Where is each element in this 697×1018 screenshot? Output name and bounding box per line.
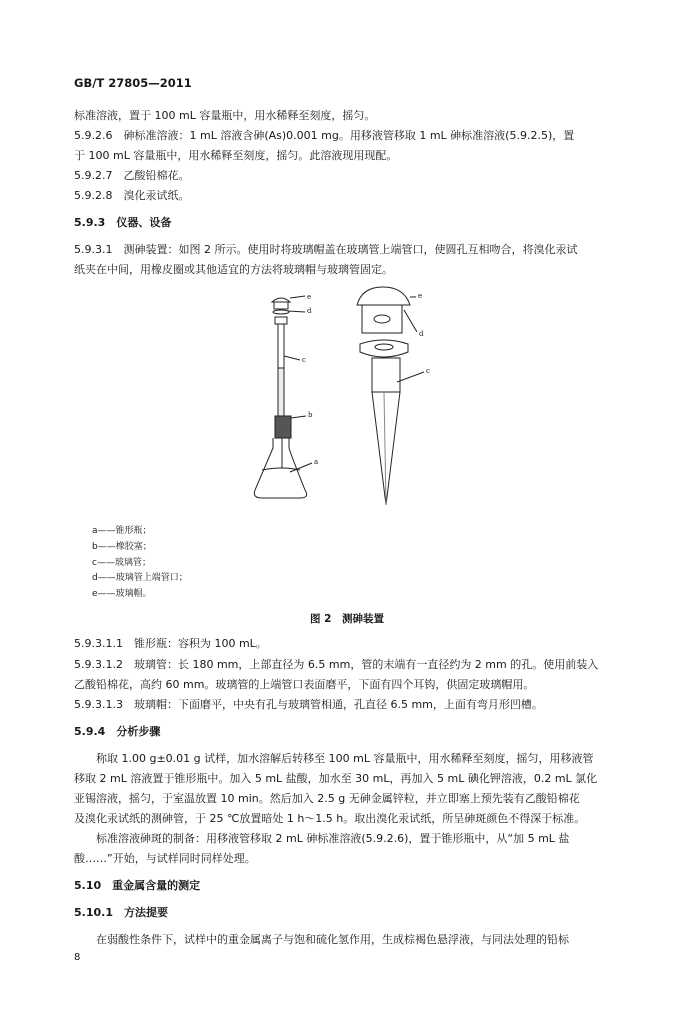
figure-label-b: b [308,411,313,419]
text-line: 5.9.3.1.3 玻璃帽：下面磨平，中央有孔与玻璃管相通，孔直径 6.5 mm，上面有弯月形凹槽。 [74,698,543,711]
figure-legend-item: a——锥形瓶； [92,526,152,536]
standard-number-header: GB/T 27805—2011 [74,76,192,90]
text-line: 及溴化汞试纸的测砷管，于 25 ℃放置暗处 1 h～1.5 h。取出溴化汞试纸，所呈砷斑颜色不得深于标准。 [74,812,586,825]
text-line: 5.9.2.6 砷标准溶液：1 mL 溶液含砷(As)0.001 mg。用移液管移取 1 mL 砷标准溶液(5.9.2.5)，置 [74,129,575,142]
figure-label-e: e [418,292,423,300]
figure-legend-item: c——玻璃管； [92,558,151,568]
text-line: 标准溶液，置于 100 mL 容量瓶中，用水稀释至刻度，摇匀。 [74,109,376,122]
section-heading: 5.10 重金属含量的测定 [74,879,201,892]
figure-legend-item: b——橡胶塞； [92,542,152,552]
text-line: 乙酸铅棉花，高约 60 mm。玻璃管的上端管口表面磨平，下面有四个耳钩，供固定玻璃帽用。 [74,678,535,691]
text-line: 亚锡溶液，摇匀，于室温放置 10 min。然后加入 2.5 g 无砷金属锌粒，并立即塞上预先装有乙酸铅棉花 [74,792,580,805]
figure-caption: 图 2 测砷装置 [310,613,384,625]
text-line: 移取 2 mL 溶液置于锥形瓶中。加入 5 mL 盐酸，加水至 30 mL，再加入 5 mL 碘化钾溶液，0.2 mL 氯化 [74,772,598,785]
cotton-section-icon [278,368,284,416]
cap-body-icon [274,302,288,309]
figure-label-c: c [302,356,306,364]
section-heading: 5.9.3 仪器、设备 [74,216,172,229]
text-line: 纸夹在中间，用橡皮圈或其他适宜的方法将玻璃帽与玻璃管固定。 [74,263,393,276]
page-number: 8 [74,952,81,963]
text-line: 于 100 mL 容量瓶中，用水稀释至刻度，摇匀。此溶液现用现配。 [74,149,398,162]
text-line: 5.9.2.7 乙酸铅棉花。 [74,169,190,182]
rubber-stopper-icon [275,416,291,438]
figure-label-d: d [419,330,424,338]
text-line: 标准溶液砷斑的制备：用移液管移取 2 mL 砷标准溶液(5.9.2.6)，置于锥形瓶中，从“加 5 mL 盐 [96,832,570,845]
figure-label-a: a [314,458,319,466]
tube-top-icon [275,317,287,324]
text-line: 5.9.3.1.2 玻璃管：长 180 mm，上部直径为 6.5 mm，管的末端有一直径约为 2 mm 的孔。使用前装入 [74,658,599,671]
figure-legend-item: d——玻璃管上端管口； [92,573,188,583]
glass-cap-exploded-icon [357,287,410,305]
section-heading: 5.10.1 方法提要 [74,906,168,919]
figure-legend-item: e——玻璃帽。 [92,589,152,599]
tube-mouth-exploded-icon [360,340,408,357]
figure-label-e: e [307,293,312,301]
section-heading: 5.9.4 分析步骤 [74,725,161,738]
text-line: 在弱酸性条件下，试样中的重金属离子与饱和硫化氢作用，生成棕褐色悬浮液，与同法处理的铅标 [96,933,569,946]
text-line: 5.9.3.1.1 锥形瓶：容积为 100 mL。 [74,637,267,650]
text-line: 5.9.3.1 测砷装置：如图 2 所示。使用时将玻璃帽盖在玻璃管上端管口，使圆孔互相吻合，将溴化汞试 [74,243,578,256]
text-line: 酸……”开始，与试样同时同样处理。 [74,852,256,865]
text-line: 5.9.2.8 溴化汞试纸。 [74,189,190,202]
figure-label-d: d [307,307,312,315]
cap-top-icon [272,298,290,302]
text-line: 称取 1.00 g±0.01 g 试样，加水溶解后转移至 100 mL 容量瓶中，用水稀释至刻度，摇匀，用移液管 [96,752,594,765]
figure-label-c: c [426,367,430,375]
